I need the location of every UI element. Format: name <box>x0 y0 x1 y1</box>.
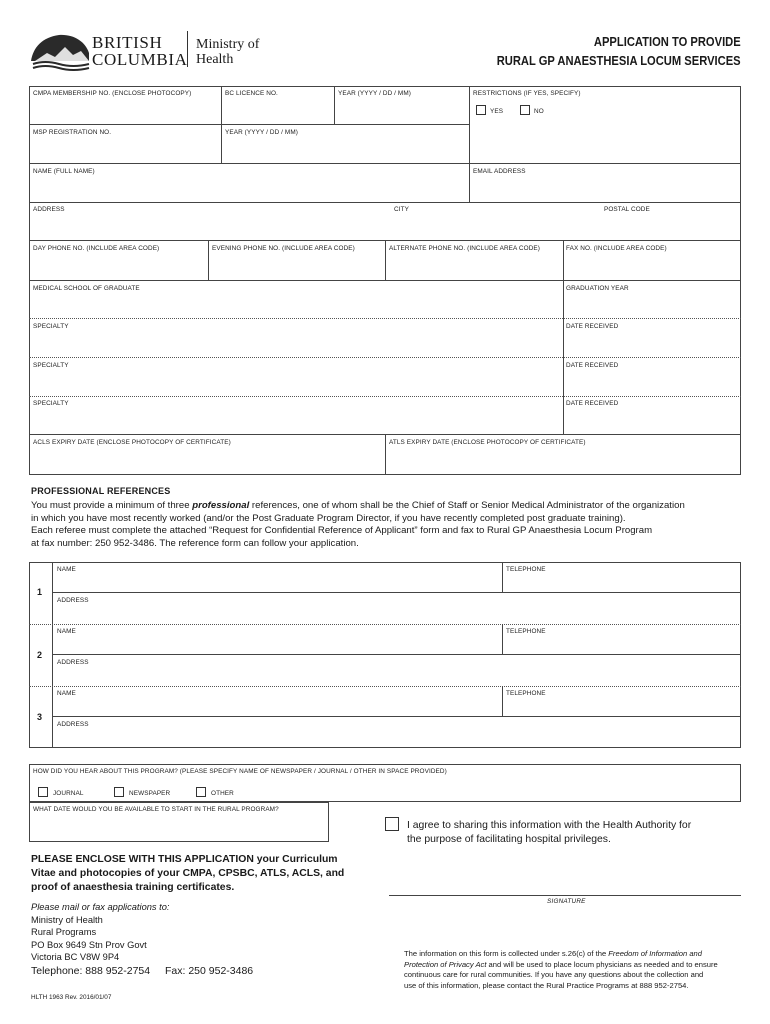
enclose-instructions: PLEASE ENCLOSE WITH THIS APPLICATION your Curriculum Vitae and photocopies of your CMPA, CPSBC, ATLS, ACLS, and proof of anaesthesia training certificates. <box>31 854 345 893</box>
specialty-1-label: SPECIALTY <box>33 323 69 330</box>
date-received-3-label: DATE RECEIVED <box>566 400 619 407</box>
logo-text-columbia: COLUMBIA <box>92 50 188 69</box>
signature-label: SIGNATURE <box>547 898 586 905</box>
address-label: ADDRESS <box>33 206 65 213</box>
yes-label: YES <box>490 108 504 115</box>
newspaper-label: NEWSPAPER <box>129 790 171 797</box>
reference-3-address-label: ADDRESS <box>57 721 89 728</box>
how-heard-label: HOW DID YOU HEAR ABOUT THIS PROGRAM? (PLEASE SPECIFY NAME OF NEWSPAPER / JOURNAL / OTHER IN SPACE PROVIDED) <box>33 768 447 775</box>
reference-1-telephone-label: TELEPHONE <box>506 566 546 573</box>
city-label: CITY <box>394 206 409 213</box>
specialty-2-label: SPECIALTY <box>33 362 69 369</box>
references-heading: PROFESSIONAL REFERENCES <box>31 486 171 496</box>
newspaper-checkbox[interactable] <box>114 787 124 797</box>
consent-text: I agree to sharing this information with the Health Authority for the purpose of facilitating hospital privileges. <box>407 820 692 845</box>
year1-label: YEAR (YYYY / DD / MM) <box>338 90 411 97</box>
reference-1-address-label: ADDRESS <box>57 597 89 604</box>
bc-licence-label: BC LICENCE NO. <box>225 90 278 97</box>
other-label: OTHER <box>211 790 234 797</box>
privacy-notice: The information on this form is collected under s.26(c) of the Freedom of Information and Protection of Privacy Act and will be used to place locum physicians as needed and to ensure continuous care for rural communities. If you have any questions about the collection and use of this information, please contact the Rural Practice Programs at 888 952-2754. <box>404 949 718 990</box>
cmpa-label: CMPA MEMBERSHIP NO. (ENCLOSE PHOTOCOPY) <box>33 90 192 97</box>
logo-text-british: BRITISH <box>92 33 163 52</box>
signature-line[interactable] <box>389 895 741 896</box>
logo-divider <box>187 31 188 67</box>
references-instructions: You must provide a minimum of three professional references, one of whom shall be the Chief of Staff or Senior Medical Administrator of the organization in which you have most recently worked (and/or the Post Graduate Program Director, if you have recently completed post graduate training). Each referee must complete the attached “Request for Confidential Reference of Applicant” form and fax to Rural GP Anaesthesia Locum Program at fax number: 250 952-3486. The reference form can follow your application. <box>31 500 685 549</box>
mailing-telephone: Telephone: 888 952-2754 <box>31 965 151 977</box>
references-table <box>29 562 741 748</box>
alternate-phone-label: ALTERNATE PHONE NO. (INCLUDE AREA CODE) <box>389 245 541 252</box>
bc-logo <box>29 31 269 71</box>
postal-code-label: POSTAL CODE <box>604 206 650 213</box>
restrictions-yes-checkbox[interactable] <box>476 105 486 115</box>
ministry-line2: Health <box>196 52 234 67</box>
reference-1-name-label: NAME <box>57 566 76 573</box>
year2-label: YEAR (YYYY / DD / MM) <box>225 129 298 136</box>
no-label: NO <box>534 108 544 115</box>
reference-3-telephone-label: TELEPHONE <box>506 690 546 697</box>
reference-2-name-label: NAME <box>57 628 76 635</box>
start-date-label: WHAT DATE WOULD YOU BE AVAILABLE TO START IN THE RURAL PROGRAM? <box>33 806 279 813</box>
bc-logo-mountain-icon <box>29 31 91 71</box>
specialty-3-label: SPECIALTY <box>33 400 69 407</box>
atls-label: ATLS EXPIRY DATE (ENCLOSE PHOTOCOPY OF CERTIFICATE) <box>389 439 586 446</box>
day-phone-label: DAY PHONE NO. (INCLUDE AREA CODE) <box>33 245 160 252</box>
email-label: EMAIL ADDRESS <box>473 168 526 175</box>
reference-2-address-label: ADDRESS <box>57 659 89 666</box>
acls-label: ACLS EXPIRY DATE (ENCLOSE PHOTOCOPY OF CERTIFICATE) <box>33 439 231 446</box>
reference-3-name-label: NAME <box>57 690 76 697</box>
mailing-fax: Fax: 250 952-3486 <box>165 965 254 977</box>
evening-phone-label: EVENING PHONE NO. (INCLUDE AREA CODE) <box>212 245 355 252</box>
reference-number-2: 2 <box>37 650 43 660</box>
reference-2-telephone-label: TELEPHONE <box>506 628 546 635</box>
ministry-line1: Ministry of <box>196 37 260 52</box>
other-checkbox[interactable] <box>196 787 206 797</box>
msp-label: MSP REGISTRATION NO. <box>33 129 112 136</box>
date-received-2-label: DATE RECEIVED <box>566 362 619 369</box>
graduation-year-label: GRADUATION YEAR <box>566 285 629 292</box>
form-title-line1: APPLICATION TO PROVIDE <box>594 34 741 49</box>
fax-label: FAX NO. (INCLUDE AREA CODE) <box>566 245 667 252</box>
medical-school-label: MEDICAL SCHOOL OF GRADUATE <box>33 285 140 292</box>
restrictions-no-checkbox[interactable] <box>520 105 530 115</box>
consent-checkbox[interactable] <box>385 817 399 831</box>
restrictions-label: RESTRICTIONS (IF YES, SPECIFY) <box>473 90 581 97</box>
journal-label: JOURNAL <box>53 790 84 797</box>
form-title-line2: RURAL GP ANAESTHESIA LOCUM SERVICES <box>497 53 741 68</box>
full-name-label: NAME (FULL NAME) <box>33 168 95 175</box>
reference-number-3: 3 <box>37 712 43 722</box>
date-received-1-label: DATE RECEIVED <box>566 323 619 330</box>
mailing-address: Please mail or fax applications to: Ministry of Health Rural Programs PO Box 9649 Stn Prov Govt Victoria BC V8W 9P4 <box>31 902 170 962</box>
form-number: HLTH 1963 Rev. 2016/01/07 <box>31 994 112 1001</box>
journal-checkbox[interactable] <box>38 787 48 797</box>
reference-number-1: 1 <box>37 587 43 597</box>
